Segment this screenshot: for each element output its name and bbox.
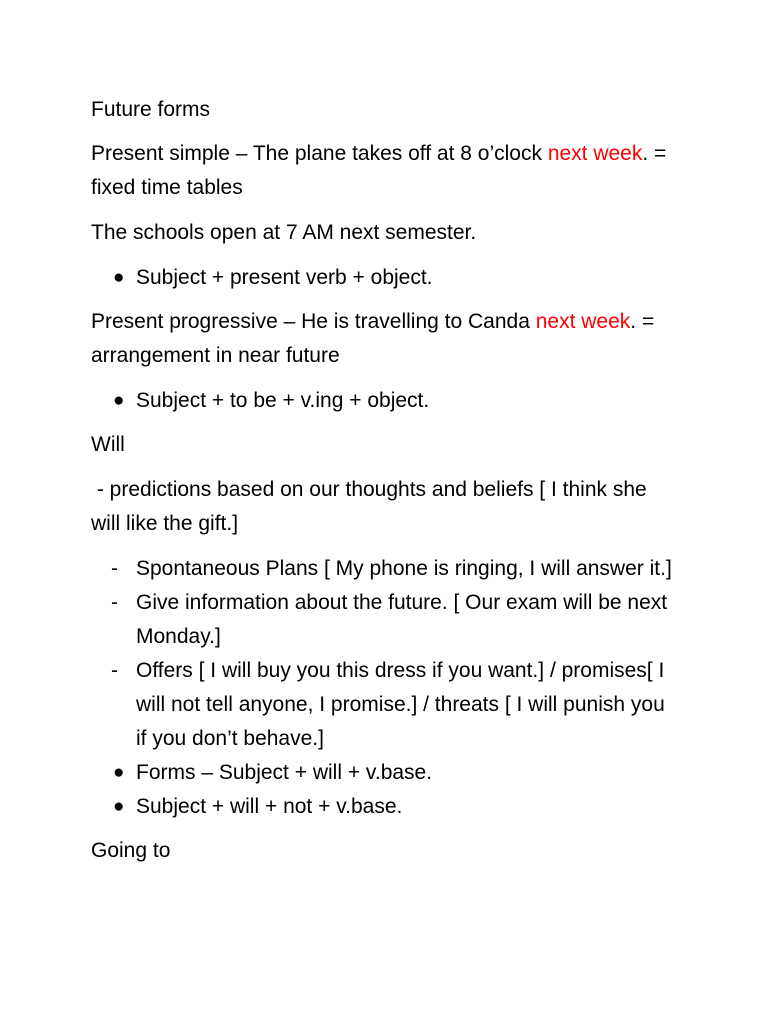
present-progressive-rule-list <box>91 384 681 418</box>
going-to-heading: Going to <box>91 839 171 862</box>
present-progressive-highlight: next week <box>535 310 631 333</box>
present-simple-highlight: next week <box>547 142 643 165</box>
will-use-text: Offers [ I will buy you this dress if you want.] / promises[ I will not tell anyone, I promise.] / threats [ I will punish you if you don’t behave.] <box>136 659 665 750</box>
will-use-text: Give information about the future. [ Our exam will be next Monday.] <box>136 591 668 648</box>
will-form-text: Forms – Subject + will + v.base. <box>136 761 433 784</box>
present-simple-rule-list <box>91 261 681 295</box>
present-progressive-rest: . = arrangement in near future <box>91 310 655 367</box>
dash-icon: - <box>111 557 118 580</box>
present-simple-rest: . = fixed time tables <box>91 142 667 199</box>
present-simple-text: Present simple – The plane takes off at 8 o’clock <box>91 142 548 165</box>
bullet-icon: ● <box>113 762 125 783</box>
list-item <box>91 586 681 654</box>
schools-sentence: The schools open at 7 AM next semester. <box>91 221 477 244</box>
bullet-icon: ● <box>113 267 125 288</box>
list-item <box>91 654 681 756</box>
list-item <box>91 552 681 586</box>
will-use-text: Spontaneous Plans [ My phone is ringing, I will answer it.] <box>136 557 672 580</box>
bullet-icon: ● <box>113 390 125 411</box>
will-uses-list <box>91 552 681 756</box>
page-title: Future forms <box>91 98 211 121</box>
list-item <box>91 261 681 295</box>
document-body <box>91 93 681 879</box>
dash-icon: - <box>111 659 118 682</box>
will-forms-list <box>91 756 681 824</box>
list-item <box>91 790 681 824</box>
present-progressive-rule: Subject + to be + v.ing + object. <box>136 389 430 412</box>
list-item <box>91 756 681 790</box>
will-form-text: Subject + will + not + v.base. <box>136 795 403 818</box>
dash-icon: - <box>111 591 118 614</box>
will-predictions: - predictions based on our thoughts and beliefs [ I think she will like the gift.] <box>91 478 653 535</box>
bullet-icon: ● <box>113 796 125 817</box>
list-item <box>91 384 681 418</box>
present-progressive-paragraph <box>91 305 681 373</box>
present-simple-rule: Subject + present verb + object. <box>136 266 433 289</box>
will-heading: Will <box>91 433 125 456</box>
present-simple-paragraph <box>91 137 681 205</box>
present-progressive-text: Present progressive – He is travelling to Canda <box>91 310 536 333</box>
